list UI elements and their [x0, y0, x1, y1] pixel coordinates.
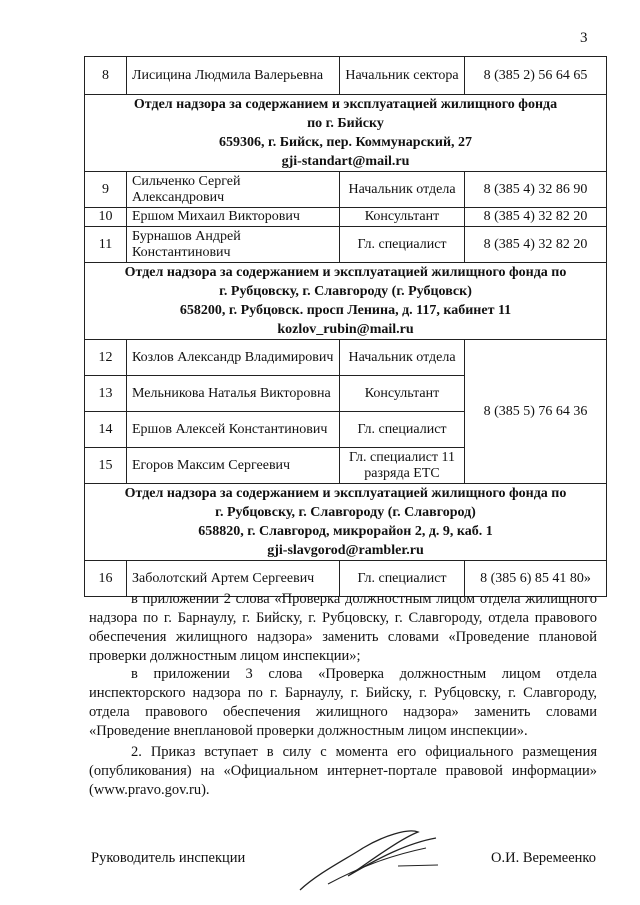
- employee-name: Лисицина Людмила Валерьевна: [127, 57, 340, 95]
- shared-phone: 8 (385 5) 76 64 36: [465, 340, 607, 484]
- department-header-row: [85, 263, 607, 340]
- department-title: Отдел надзора за содержанием и эксплуатацией жилищного фонда по: [124, 486, 567, 501]
- employee-position: Начальник сектора: [340, 57, 465, 95]
- employee-position: Начальник отдела: [340, 172, 465, 208]
- department-title: Отдел надзора за содержанием и эксплуатацией жилищного фонда: [133, 97, 558, 112]
- effective-date-paragraph: 2. Приказ вступает в силу с момента его официального размещения (опубликования) на «Официальном интернет-портале правовой информации» (www.pravo.gov.ru).: [89, 744, 597, 798]
- department-slavgorod: [85, 484, 607, 561]
- department-address: 658200, г. Рубцовск. просп Ленина, д. 117, кабинет 11: [179, 303, 512, 318]
- row-number: 15: [85, 448, 127, 484]
- employee-position: Гл. специалист: [340, 227, 465, 263]
- department-email: gji-standart@mail.ru: [281, 154, 410, 169]
- employee-position: Начальник отдела: [340, 340, 465, 376]
- department-header-row: [85, 484, 607, 561]
- row-number: 16: [85, 561, 127, 597]
- department-header-row: [85, 95, 607, 172]
- row-number: 8: [85, 57, 127, 95]
- employee-phone: 8 (385 4) 32 86 90: [465, 172, 607, 208]
- row-number: 12: [85, 340, 127, 376]
- employee-phone: 8 (385 6) 85 41 80»: [465, 561, 607, 597]
- row-number: 11: [85, 227, 127, 263]
- department-email: gji-slavgorod@rambler.ru: [267, 543, 424, 558]
- table-row: [85, 57, 607, 95]
- page-number: 3: [580, 30, 588, 46]
- employee-name: Козлов Александр Владимирович: [127, 340, 340, 376]
- signer-title: Руководитель инспекции: [91, 850, 246, 866]
- staff-table: [84, 56, 607, 597]
- department-email: kozlov_rubin@mail.ru: [277, 322, 414, 337]
- department-city: г. Рубцовску, г. Славгороду (г. Рубцовск): [219, 284, 472, 299]
- employee-phone: 8 (385 4) 32 82 20: [465, 208, 607, 227]
- amendment-paragraph-appendix-3: в приложении 3 слова «Проверка должностным лицом отдела инспекторского надзора по г. Барнаулу, г. Бийску, г. Рубцовску, г. Славгороду, отдела правового обеспечения жилищного надзора» заменить словами «Проведение внеплановой проверки должностным лицом инспекции».: [89, 666, 597, 739]
- amendment-paragraph-appendix-2: в приложении 2 слова «Проверка должностным лицом отдела жилищного надзора по г. Барнаулу, г. Бийску, г. Рубцовску, г. Славгороду, отдела правового обеспечения жилищного надзора» заменить словами «Проведение плановой проверки должностным лицом инспекции»;: [89, 591, 597, 664]
- employee-name: Заболотский Артем Сергеевич: [127, 561, 340, 597]
- employee-name: Ершом Михаил Викторович: [127, 208, 340, 227]
- employee-phone: 8 (385 2) 56 64 65: [465, 57, 607, 95]
- employee-name: Мельникова Наталья Викторовна: [127, 376, 340, 412]
- handwritten-signature-icon: [288, 818, 448, 898]
- row-number: 10: [85, 208, 127, 227]
- employee-position: Консультант: [340, 208, 465, 227]
- department-rubtsovsk: [85, 263, 607, 340]
- employee-name: Егоров Максим Сергеевич: [127, 448, 340, 484]
- department-title: Отдел надзора за содержанием и эксплуатацией жилищного фонда по: [124, 265, 567, 280]
- employee-name: Бурнашов Андрей Константинович: [127, 227, 340, 263]
- table-row: [85, 227, 607, 263]
- table-row: [85, 340, 607, 376]
- employee-position: Консультант: [340, 376, 465, 412]
- row-number: 13: [85, 376, 127, 412]
- table-row: [85, 172, 607, 208]
- department-biysk: [85, 95, 607, 172]
- row-number: 9: [85, 172, 127, 208]
- employee-position: Гл. специалист: [340, 561, 465, 597]
- department-city: г. Рубцовску, г. Славгороду (г. Славгород): [215, 505, 476, 520]
- department-city: по г. Бийску: [307, 116, 384, 131]
- employee-name: Сильченко Сергей Александрович: [127, 172, 340, 208]
- department-address: 659306, г. Бийск, пер. Коммунарский, 27: [218, 135, 473, 150]
- row-number: 14: [85, 412, 127, 448]
- table-row: [85, 208, 607, 227]
- employee-name: Ершов Алексей Константинович: [127, 412, 340, 448]
- employee-position: Гл. специалист 11 разряда ЕТС: [340, 448, 465, 484]
- signer-name: О.И. Веремеенко: [491, 850, 596, 866]
- employee-position: Гл. специалист: [340, 412, 465, 448]
- employee-phone: 8 (385 4) 32 82 20: [465, 227, 607, 263]
- department-address: 658820, г. Славгород, микрорайон 2, д. 9, каб. 1: [198, 524, 493, 539]
